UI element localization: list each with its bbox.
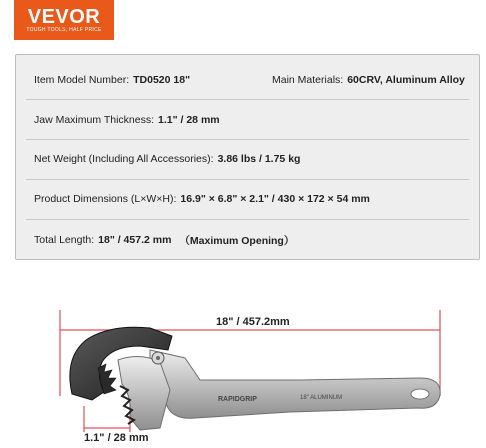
length-dimension-label: 18" / 457.2mm — [216, 316, 290, 328]
brand-tagline: TOUGH TOOLS, HALF PRICE — [26, 26, 102, 33]
handle-hang-hole — [411, 389, 429, 399]
weight-value: 3.86 lbs / 1.75 kg — [217, 153, 301, 165]
spec-table — [15, 54, 480, 260]
length-note: （Maximum Opening） — [179, 234, 295, 247]
divider — [26, 139, 469, 140]
materials-label: Main Materials: — [272, 74, 344, 86]
length-value: 18" / 457.2 mm — [98, 234, 172, 246]
brand-name: VEVOR — [27, 5, 101, 28]
spec-row-weight — [16, 146, 479, 172]
pivot-pin-center — [156, 356, 160, 360]
model-label: Item Model Number: — [34, 74, 130, 86]
weight-label: Net Weight (Including All Accessories): — [34, 153, 214, 165]
dimensions-value: 16.9" × 6.8" × 2.1" / 430 × 172 × 54 mm — [180, 193, 370, 205]
vevor-logo — [14, 0, 114, 40]
materials-value: 60CRV, Aluminum Alloy — [347, 74, 465, 86]
dimensions-label: Product Dimensions (L×W×H): — [34, 193, 177, 205]
divider — [26, 179, 469, 180]
handle-brand-text: RAPIDGRIP — [218, 396, 257, 403]
materials-group — [272, 74, 465, 86]
handle-size-text: 18" ALUMINUM — [300, 395, 343, 401]
handle — [150, 350, 440, 418]
spec-row-jaw — [16, 107, 479, 133]
jaw-dimension-label: 1.1" / 28 mm — [84, 432, 149, 444]
pipe-wrench-diagram — [0, 300, 486, 448]
spec-row-model — [16, 67, 479, 93]
spec-row-length — [16, 227, 479, 253]
length-label: Total Length: — [34, 234, 95, 246]
jaw-dimension-line — [84, 406, 130, 432]
spec-row-dimensions — [16, 186, 479, 212]
jaw-value: 1.1" / 28 mm — [158, 114, 220, 126]
jaw-label: Jaw Maximum Thickness: — [34, 114, 155, 126]
model-value: TD0520 18" — [133, 74, 191, 86]
divider — [26, 219, 469, 220]
divider — [26, 99, 469, 100]
